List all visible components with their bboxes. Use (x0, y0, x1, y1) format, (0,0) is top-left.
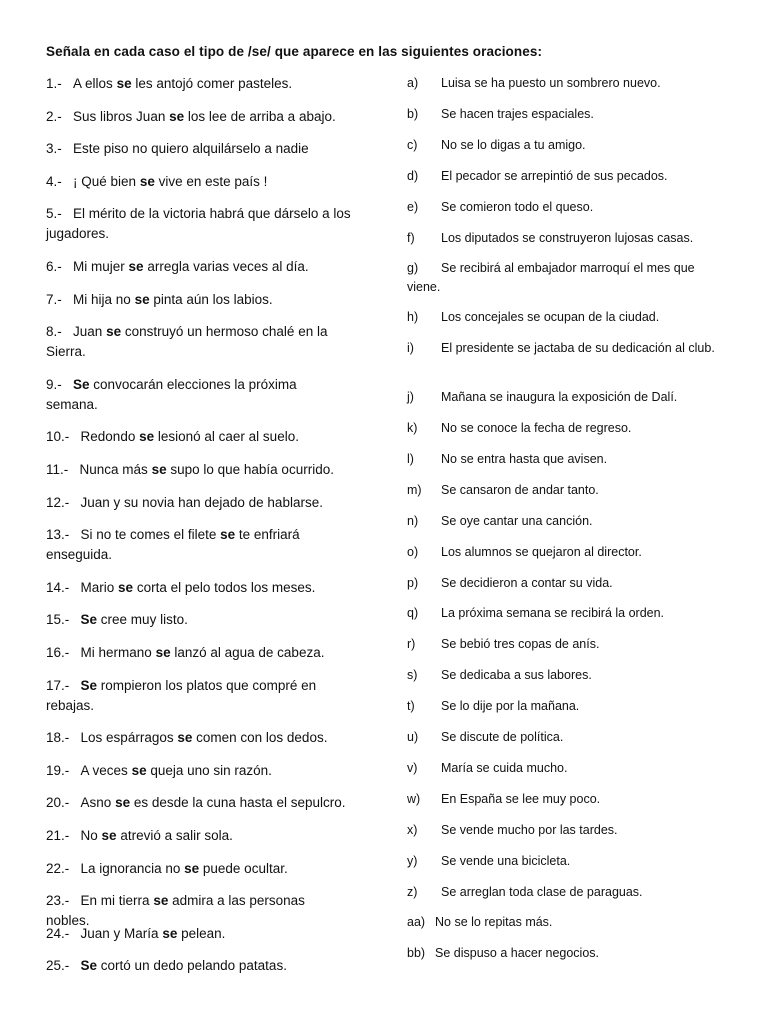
sentence-letter: a) (407, 76, 419, 90)
lettered-sentence (407, 852, 717, 871)
se-particle: se (131, 762, 147, 778)
sentence-text-after: puede ocultar. (199, 860, 288, 876)
sentence-letter: f) (407, 230, 415, 245)
sentence-text-before: Juan y su novia han dejado de hablarse. (80, 494, 323, 510)
numbered-sentence (46, 460, 352, 480)
numbered-sentence (46, 322, 352, 362)
sentence-letter: aa) (407, 915, 426, 930)
sentence-number: 13.- (46, 527, 70, 543)
sentence-text-before: Redondo (80, 429, 140, 445)
sentence-text-after: corta el pelo todos los meses. (133, 579, 316, 595)
se-particle: se (155, 645, 171, 660)
se-particle: se (153, 893, 169, 909)
sentence-text-before: Mario (80, 579, 119, 595)
lettered-sentence (407, 339, 717, 358)
sentence-text-after: lanzó al agua de cabeza. (170, 645, 325, 660)
sentence-text-after: construyó un hermoso chalé en la Sierra. (46, 324, 328, 360)
sentence-text-after: rompieron los platos que compré en rebajas. (46, 677, 317, 713)
sentence-letter: u) (407, 730, 419, 744)
se-particle: se (101, 828, 117, 843)
lettered-sentence (407, 419, 717, 438)
sentence-text-before: Sus libros Juan (73, 108, 170, 124)
sentence-text-before: Mi hija no (73, 291, 135, 307)
lettered-sentence (407, 821, 717, 840)
sentence-letter: r) (407, 637, 416, 652)
sentence-text-after: cree muy listo. (97, 612, 188, 628)
se-particle: Se (80, 612, 98, 628)
sentence-text-before: Los espárragos (80, 730, 178, 746)
sentence-number: 14.- (46, 579, 70, 595)
sentence-text: Los alumnos se quejaron al director. (441, 544, 642, 559)
sentence-letter: g) (407, 261, 419, 276)
lettered-sentence (407, 944, 717, 963)
lettered-sentence (407, 604, 717, 623)
se-particle: se (116, 76, 132, 91)
sentence-text-before: En mi tierra (80, 893, 154, 909)
sentence-letter: y) (407, 853, 418, 868)
sentence-letter: x) (407, 822, 418, 837)
lettered-sentence (407, 913, 717, 932)
sentence-text: Se vende una bicicleta. (441, 853, 571, 868)
sentence-text: El presidente se jactaba de su dedicación al club. (441, 341, 715, 356)
numbered-sentence (46, 107, 352, 127)
sentence-number: 5.- (46, 206, 62, 222)
sentence-text-before: Si no te comes el filete (80, 527, 221, 543)
sentence-text-after: te enfriará enseguida. (46, 527, 300, 563)
lettered-sentence (407, 74, 717, 93)
se-particle: se (169, 108, 185, 124)
se-particle: se (151, 462, 167, 477)
sentence-number: 25.- (46, 958, 70, 974)
lettered-sentence (407, 574, 717, 593)
sentence-text-before: Asno (80, 795, 116, 811)
sentence-number: 16.- (46, 645, 70, 660)
sentence-letter: t) (407, 699, 415, 714)
sentence-text: Los concejales se ocupan de la ciudad. (441, 310, 660, 325)
sentence-text-after: arregla varias veces al día. (143, 259, 309, 274)
sentence-text: Se cansaron de andar tanto. (441, 482, 599, 497)
sentence-letter: i) (407, 341, 414, 356)
numbered-sentence (46, 610, 352, 630)
se-particle: se (134, 291, 150, 307)
sentence-text: No se entra hasta que avisen. (441, 451, 608, 466)
se-particle: se (128, 259, 144, 274)
sentence-number: 20.- (46, 795, 70, 811)
numbered-sentence (46, 761, 352, 781)
sentence-text: María se cuida mucho. (441, 760, 568, 775)
se-particle: se (162, 925, 178, 941)
lettered-sentence (407, 790, 717, 809)
lettered-sentence (407, 543, 717, 562)
sentence-text: Se vende mucho por las tardes. (441, 822, 618, 837)
sentence-text-before: A ellos (73, 76, 117, 91)
sentence-text: Se dispuso a hacer negocios. (435, 946, 599, 961)
sentence-text: Se comieron todo el queso. (441, 199, 594, 214)
sentence-text-before: Juan y María (80, 925, 163, 941)
sentence-text-before: No (80, 828, 102, 843)
sentence-number: 3.- (46, 141, 62, 157)
sentence-text-after: pinta aún los labios. (149, 291, 273, 307)
se-particle: Se (80, 958, 98, 974)
sentence-text: Los diputados se construyeron lujosas casas. (441, 230, 694, 245)
sentence-number: 9.- (46, 376, 62, 392)
lettered-sentence (407, 167, 717, 186)
lettered-sentence (407, 697, 717, 716)
sentence-text-before: Juan (73, 324, 107, 340)
sentence-number: 21.- (46, 828, 70, 843)
sentence-letter: v) (407, 760, 418, 775)
sentence-number: 15.- (46, 612, 70, 628)
numbered-sentence (46, 290, 352, 310)
sentence-text: No se lo repitas más. (435, 915, 553, 930)
sentence-number: 19.- (46, 762, 70, 778)
sentence-text-before: A veces (80, 762, 132, 778)
sentence-number: 2.- (46, 108, 62, 124)
sentence-text-after: comen con los dedos. (192, 730, 328, 746)
sentence-text-after: los lee de arriba a abajo. (184, 108, 336, 124)
lettered-sentence (407, 136, 717, 155)
lettered-sentence (407, 666, 717, 685)
sentence-number: 6.- (46, 259, 62, 274)
sentence-number: 17.- (46, 677, 70, 693)
sentence-letter: bb) (407, 946, 426, 961)
sentence-text-before: Mi mujer (73, 259, 129, 274)
numbered-sentence (46, 859, 352, 879)
lettered-sentence (407, 512, 717, 531)
sentence-text-before: El mérito de la victoria habrá que dárselo a los jugadores. (46, 206, 351, 242)
numbered-sentence (46, 728, 352, 748)
lettered-sentence (407, 759, 717, 778)
sentence-letter: h) (407, 310, 419, 325)
sentence-letter: z) (407, 884, 418, 899)
lettered-sentence (407, 229, 717, 248)
sentence-text-after: supo lo que había ocurrido. (166, 462, 334, 477)
sentence-text-after: queja uno sin razón. (146, 762, 272, 778)
sentence-letter: q) (407, 606, 419, 621)
se-particle: se (106, 324, 122, 340)
lettered-sentence (407, 883, 717, 902)
numbered-sentence (46, 427, 352, 447)
se-particle: Se (73, 376, 90, 392)
sentence-text: Se dedicaba a sus labores. (441, 668, 592, 683)
sentence-text-before: Nunca más (79, 462, 152, 477)
numbered-sentence (46, 493, 352, 513)
sentence-text: Se hacen trajes espaciales. (441, 106, 594, 121)
sentence-text: Se recibirá al embajador marroquí el mes que viene. (407, 261, 695, 295)
sentence-text-after: convocarán elecciones la próxima semana. (46, 376, 297, 412)
sentence-text: No se conoce la fecha de regreso. (441, 421, 632, 435)
sentence-text: Se lo dije por la mañana. (441, 699, 580, 714)
sentence-text: Se bebió tres copas de anís. (441, 637, 600, 652)
sentence-letter: w) (407, 791, 421, 806)
lettered-sentence (407, 450, 717, 469)
sentence-number: 22.- (46, 860, 70, 876)
lettered-sentence (407, 105, 717, 124)
se-particle: se (118, 579, 134, 595)
numbered-sentence (46, 139, 352, 159)
sentence-letter: s) (407, 668, 418, 683)
sentence-number: 7.- (46, 291, 62, 307)
numbered-sentence (46, 257, 352, 277)
sentence-number: 18.- (46, 730, 70, 746)
sentence-letter: c) (407, 137, 418, 152)
sentence-number: 12.- (46, 494, 70, 510)
numbered-sentence (46, 74, 352, 94)
sentence-letter: j) (407, 390, 414, 405)
sentence-text: La próxima semana se recibirá la orden. (441, 606, 665, 621)
sentence-text-after: atrevió a salir sola. (116, 828, 233, 843)
sentence-letter: m) (407, 482, 422, 497)
sentence-number: 24.- (46, 925, 70, 941)
sentence-letter: o) (407, 544, 419, 559)
worksheet-title: Señala en cada caso el tipo de /se/ que aparece en las siguientes oraciones: (46, 44, 543, 59)
numbered-sentence (46, 375, 352, 415)
numbered-sentence (46, 676, 352, 716)
sentence-text-before: Mi hermano (80, 645, 156, 660)
sentence-text-before: Este piso no quiero alquilárselo a nadie (73, 141, 309, 157)
sentence-text: En España se lee muy poco. (441, 791, 601, 806)
numbered-sentence (46, 956, 352, 976)
sentence-text-after: admira a las personas nobles. (46, 893, 305, 929)
lettered-sentence (407, 308, 717, 327)
sentence-text: Se decidieron a contar su vida. (441, 575, 613, 590)
se-particle: se (139, 429, 155, 445)
lettered-sentence (407, 259, 717, 297)
sentence-number: 23.- (46, 893, 70, 909)
numbered-sentence (46, 793, 352, 813)
sentence-text: Se discute de política. (441, 730, 564, 744)
sentence-text-after: cortó un dedo pelando patatas. (97, 958, 287, 974)
numbered-sentence (46, 525, 352, 565)
sentence-text: Mañana se inaugura la exposición de Dalí. (441, 390, 678, 405)
lettered-sentence (407, 635, 717, 654)
se-particle: Se (80, 677, 98, 693)
sentence-letter: l) (407, 451, 414, 466)
sentence-text-after: es desde la cuna hasta el sepulcro. (130, 795, 346, 811)
lettered-sentence (407, 388, 717, 407)
sentence-text: El pecador se arrepintió de sus pecados. (441, 168, 668, 183)
sentence-number: 8.- (46, 324, 62, 340)
sentence-letter: p) (407, 575, 419, 590)
sentence-number: 10.- (46, 429, 70, 445)
numbered-sentence (46, 826, 352, 846)
sentence-number: 11.- (46, 462, 69, 477)
lettered-sentence (407, 481, 717, 500)
sentence-text-before: ¡ Qué bien (73, 173, 140, 189)
se-particle: se (115, 795, 131, 811)
sentence-letter: k) (407, 421, 418, 435)
sentence-text-after: lesionó al caer al suelo. (154, 429, 299, 445)
lettered-sentence (407, 198, 717, 217)
se-particle: se (220, 527, 236, 543)
sentence-letter: n) (407, 513, 419, 528)
numbered-sentence (46, 204, 352, 244)
sentence-text-before: La ignorancia no (80, 860, 185, 876)
numbered-sentence (46, 578, 352, 598)
sentence-text: No se lo digas a tu amigo. (441, 137, 586, 152)
sentence-number: 4.- (46, 173, 62, 189)
se-particle: se (139, 173, 155, 189)
sentence-text-after: pelean. (177, 925, 226, 941)
numbered-sentence (46, 924, 352, 944)
sentence-letter: d) (407, 168, 419, 183)
sentence-text-after: les antojó comer pasteles. (131, 76, 293, 91)
sentence-text: Luisa se ha puesto un sombrero nuevo. (441, 76, 661, 90)
se-particle: se (177, 730, 193, 746)
se-particle: se (184, 860, 200, 876)
sentence-letter: e) (407, 199, 419, 214)
sentence-letter: b) (407, 106, 419, 121)
sentence-text: Se oye cantar una canción. (441, 513, 593, 528)
sentence-number: 1.- (46, 76, 62, 91)
sentence-text: Se arreglan toda clase de paraguas. (441, 884, 643, 899)
numbered-sentence (46, 643, 352, 663)
lettered-sentence (407, 728, 717, 747)
numbered-sentence (46, 172, 352, 192)
sentence-text-after: vive en este país ! (154, 173, 268, 189)
